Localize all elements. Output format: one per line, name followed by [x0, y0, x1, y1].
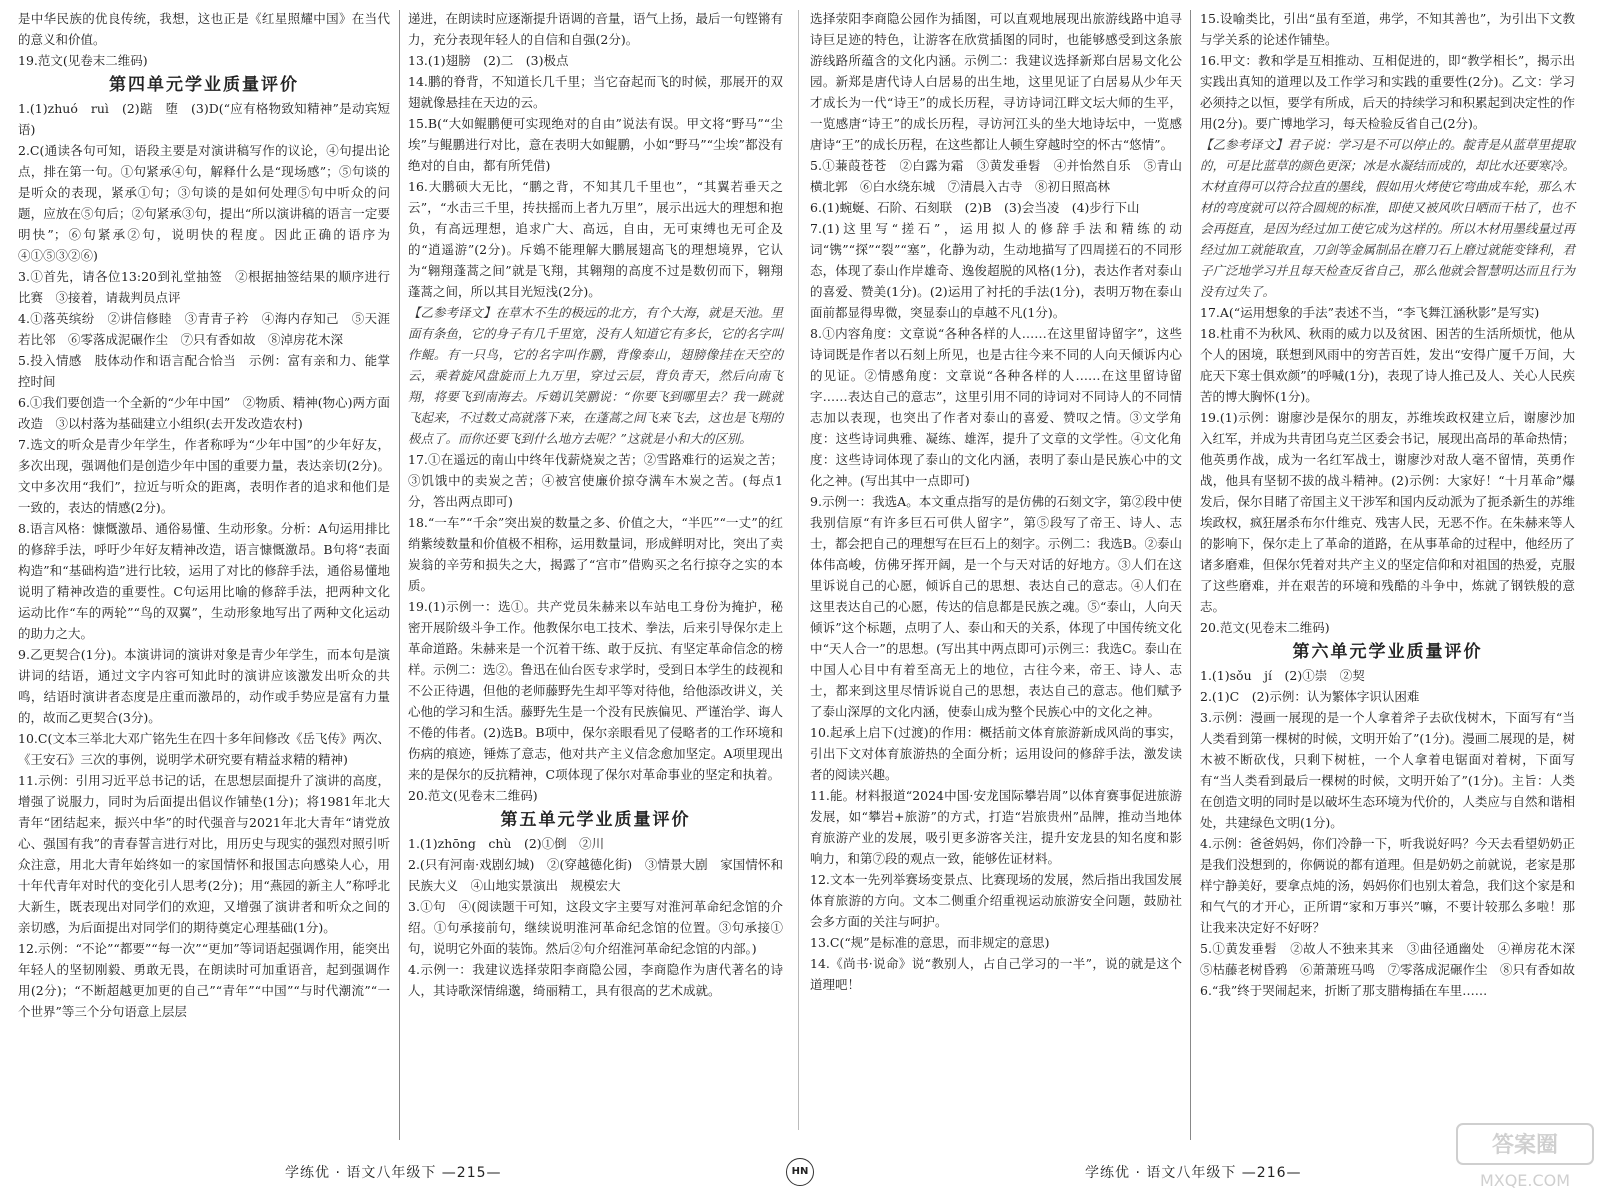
answer-item: 2.C(通读各句可知，语段主要是对演讲稿写作的议论，④句提出论点，排在第一句。①句紧承④句，解释什么是“现场感”；⑤句谈的是听众的表现，紧承①句；③句谈的是如何处理⑤句中听众的问题，应放在⑤句后；②句紧承③句，提出“所以演讲稿的语言一定要明快”；⑥句紧承②句，说明快的程度。因此正确的语序为④①⑤③②⑥): [18, 143, 390, 263]
answer-column-4: [1200, 8, 1588, 1148]
answer-item: 6.①我们要创造一个全新的“少年中国” ②物质、精神(物心)两方面改造 ③以村落为基础建立小组织(去开发改造农村): [18, 395, 390, 431]
answer-item: 19.范文(见卷末二维码): [18, 53, 148, 68]
reference-translation: 【乙参考译文】在草木不生的极远的北方，有个大海，就是天池。里面有条鱼，它的身子有几千里宽，没有人知道它有多长，它的名字叫作鲲。有一只鸟，它的名字叫作鹏，背像泰山，翅膀像挂在天空的云，乘着旋风盘旋而上九万里，穿过云层，背负青天，然后向南飞翔，将要飞到南海去。斥鴳讥笑鹏说：“你要飞到哪里去？我一跳就飞起来，不过数丈高就落下来，在蓬蒿之间飞来飞去，这也是飞翔的极点了。而你还要飞到什么地方去呢？”这就是小和大的区别。: [408, 305, 784, 446]
answer-column-1: [18, 8, 390, 1148]
answer-item: 11.能。材料报道“2024中国·安龙国际攀岩周”以体育赛事促进旅游发展，如“攀岩+旅游”的方式，打造“岩旅贵州”品牌，推动当地体育旅游产业的发展，吸引更多游客关注，提升安龙县的知名度和影响力，和第⑦段的观点一致，能够佐证材料。: [810, 788, 1182, 866]
column-divider: [399, 10, 400, 1140]
section-heading: 第五单元学业质量评价: [500, 810, 691, 830]
answer-item: 9.乙更契合(1分)。本演讲词的演讲对象是青少年学生，而本句是演讲词的结语，通过文字内容可知此时的演讲应该激发出听众的共鸣，结语时演讲者态度是庄重而激昂的，动作或手势应是富有力量的，故而乙更契合(3分)。: [18, 647, 390, 725]
answer-item: 4.示例一：我建议选择荥阳李商隐公园，李商隐作为唐代著名的诗人，其诗歌深情绵邈，绮丽精工，具有很高的艺术成就。: [408, 962, 783, 998]
answer-item: 2.(只有河南·戏剧幻城) ②(穿越德化街) ③情景大剧 家国情怀和民族大义 ④山地实景演出 规模宏大: [408, 857, 783, 893]
answer-item: 8.①内容角度：文章说“各种各样的人……在这里留诗留字”，这些诗词既是作者以石刻上所见，也是古往今来不同的人向天倾诉内心的见证。②情感角度：文章说“各种各样的人……在这里留诗留字……表达自己的意志”，这里引用不同的诗词对不同诗人的不同情志加以表现，也突出了作者对泰山的喜爱、赞叹之情。③文学角度：这些诗词典雅、凝练、雄浑，提升了文章的文学性。④文化角度：这些诗词体现了泰山的文化内涵，表明了泰山是民族心中的文化之神。(写出其中一点即可): [810, 326, 1182, 488]
answer-column-3: [810, 8, 1182, 1148]
answer-item: 5.①黄发垂髫 ②故人不独来其来 ③曲径通幽处 ④禅房花木深 ⑤枯藤老树昏鸦 ⑥萧萧班马鸣 ⑦零落成泥碾作尘 ⑧只有香如故: [1200, 941, 1588, 977]
publisher-badge-icon: HN: [786, 1158, 814, 1186]
answer-item: 7.(1)这里写“搓石”，运用拟人的修辞手法和精练的动词“镌”“探”“裂”“塞”，化静为动，生动地描写了四周搓石的不同形态，体现了泰山作岸雄奇、逸俊超脱的风格(1分)，表达作者对泰山的喜爱、赞美(1分)。(2)运用了衬托的手法(1分)，表明万物在泰山面前都显得卑微，突显泰山的卓越不凡(1分)。: [810, 221, 1182, 320]
answer-item: 15.B(“大如鲲鹏便可实现绝对的自由”说法有误。甲文将“野马”“尘埃”与鲲鹏进行对比，意在表明大如鲲鹏，小如“野马”“尘埃”都没有绝对的自由，都有所凭借): [408, 116, 783, 173]
answer-item: 18.“一车”“千余”突出炭的数量之多、价值之大，“半匹”“一丈”的红绡紫绫数量和价值极不相称，运用数量词，形成鲜明对比，突出了卖炭翁的辛劳和损失之大，揭露了“宫市”借购买之名行掠夺之实的本质。: [408, 515, 784, 593]
answer-item: 是中华民族的优良传统，我想，这也正是《红星照耀中国》在当代的意义和价值。: [18, 11, 390, 47]
answer-item: 20.范文(见卷末二维码): [408, 788, 538, 803]
answer-item: 6.“我”终于哭闹起来，折断了那支腊梅插在车里……: [1200, 983, 1488, 998]
answer-item: 14.《尚书·说命》说“教别人，占自己学习的一半”，说的就是这个道理吧！: [810, 956, 1182, 992]
answer-item: 11.示例：引用习近平总书记的话，在思想层面提升了演讲的高度，增强了说服力，同时为后面提出倡议作铺垫(1分)；将1981年北大青年“团结起来，振兴中华”的时代强音与2021年北大青年“请党放心、强国有我”的青春誓言进行对比，用历史与现实的强烈对照引听众注意，用北大青年始终如一的家国情怀和报国志向感染人心，用十年代青年对时代的变化引人思考(2分)；用“燕园的新主人”称呼北大新生，既表现出对同学们的欢迎，又增强了演讲者和听众之间的亲切感，为后面提出对同学们的期待奠定心理基础(1分)。: [18, 773, 390, 935]
answer-item: 4.示例：爸爸妈妈，你们冷静一下，听我说好吗？今天去看望奶奶正是我们没想到的，你俩说的都有道理。但是奶奶之前就说，老家是那样宁静美好，要拿点炖的汤，妈妈你们也别太着急，我们这个家是和和气气的才开心，正所谓“家和万事兴”嘛，不要计较那么多啦！那让我来决定好不好呀？: [1200, 836, 1576, 935]
answer-item: 19.(1)示例一：选①。共产党员朱赫来以车站电工身份为掩护，秘密开展阶级斗争工作。他教保尔电工技术、拳法，后来引导保尔走上革命道路。朱赫来是一个沉着干练、敢于反抗、有坚定革命信念的榜样。示例二：选②。鲁迅在仙台医专求学时，受到日本学生的歧视和不公正待遇，但他的老师藤野先生却平等对待他，给他添改讲义，关心他的学习和生活。藤野先生是一个没有民族偏见、严谨治学、诲人不倦的伟者。(2)选B。B项中，保尔亲眼看见了侵略者的工作环境和伤病的痕迹，锤炼了意志，他对共产主义信念愈加坚定。A项里现出来的是保尔的反抗精神，C项体现了保尔对革命事业的坚定和执着。: [408, 599, 784, 782]
answer-item: 14.鹏的脊背，不知道长几千里；当它奋起而飞的时候，那展开的双翅就像悬挂在天边的云。: [408, 74, 783, 110]
answer-item: 16.大鹏硕大无比，“鹏之背，不知其几千里也”，“其翼若垂天之云”，“水击三千里，抟扶摇而上者九万里”，展示出远大的理想和抱负，有高远理想，追求广大、高远，自由，无可束缚也无可企及的“逍遥游”(2分)。斥鴳不能理解大鹏展翅高飞的理想境界，它认为“翱翔蓬蒿之间”就是飞翔，其翱翔的高度不过是数仞而下，翱翔蓬蒿之间，所以其目光短浅(2分)。: [408, 179, 783, 299]
answer-item: 5.投入情感 肢体动作和语言配合恰当 示例：富有亲和力、能掌控时间: [18, 353, 390, 389]
answer-item: 6.(1)蜿蜒、石阶、石刻联 (2)B (3)会当凌 (4)步行下山: [810, 200, 1140, 215]
answer-item: 8.语言风格：慷慨激昂、通俗易懂、生动形象。分析：A句运用排比的修辞手法，呼吁少年好友精神改造，语言慷慨激昂。B句将“表面构造”和“基础构造”进行比较，运用了对比的修辞手法，通俗易懂地说明了精神改造的重要性。C句运用比喻的修辞手法，把两种文化运动比作“车的两轮”“鸟的双翼”，生动形象地写出了两种文化运动的助力之大。: [18, 521, 390, 641]
answer-item: 18.杜甫不为秋风、秋雨的威力以及贫困、困苦的生活所烦忧，他从个人的困境，联想到风雨中的穷苦百姓，发出“安得广厦千万间，大庇天下寒士俱欢颜”的呼喊(1分)，表现了诗人推己及人、关心人民疾苦的博大胸怀(1分)。: [1200, 326, 1575, 404]
answer-item: 4.①落英缤纷 ②讲信修睦 ③青青子衿 ④海内存知己 ⑤天涯若比邻 ⑥零落成泥碾作尘 ⑦只有香如故 ⑧淖房花木深: [18, 311, 390, 347]
answer-item: 1.(1)zhuó ruì (2)踮 堕 (3)D(“应有格物致知精神”是动宾短语): [18, 101, 390, 137]
answer-item: 16.甲文：教和学是互相推动、互相促进的，即“教学相长”，揭示出实践出真知的道理以及工作学习和实践的重要性(2分)。乙文：学习必须持之以恒，要学有所成，后天的持续学习和积累起到决定性的作用(2分)。要广博地学习，每天检验反省自己(2分)。: [1200, 53, 1576, 131]
answer-item: 9.示例一：我选A。本文重点指写的是仿佛的石刻文字，第②段中使我别信原“有许多巨石可供人留字”，第⑤段写了帝王、诗人、志士，都会把自己的理想写在巨石上的刻字。示例二：我选B。②泰山体伟高峻，仿佛牙挥开阔，是一个与天对话的好地方。③人们在这里诉说自己的心愿，倾诉自己的思想、表达自己的意志。④人们在这里表达自己的心愿，传达的信息都是民族之魂。⑤“泰山，人向天倾诉”这个标题，点明了人、泰山和天的关系，体现了中国传统文化中“天人合一”的思想。(写出其中两点即可)示例三：我选C。泰山在中国人心目中有着至高无上的地位，古往今来，帝王、诗人、志士，都来到这里尽情诉说自己的思想，表达自己的意志。他们赋予了泰山深厚的文化内涵，使泰山成为整个民族心中的文化之神。: [810, 494, 1182, 719]
answer-item: 17.A(“运用想象的手法”表述不当，“李飞舞江涵秋影”是写实): [1200, 305, 1540, 320]
answer-item: 7.选文的听众是青少年学生，作者称呼为“少年中国”的少年好友，多次出现，强调他们是创造少年中国的重要力量，表达亲切(2分)。文中多次用“我们”，拉近与听众的距离，表明作者的追求和他们是一致的，表达的情感(2分)。: [18, 437, 390, 515]
answer-item: 1.(1)zhōng chù (2)①倒 ②川: [408, 836, 605, 851]
answer-item: 2.(1)C (2)示例：认为繁体字识认困难: [1200, 689, 1420, 704]
answer-item: 15.设喻类比，引出“虽有至道，弗学，不知其善也”，为引出下文教与学关系的论述作铺垫。: [1200, 11, 1575, 47]
answer-item: 3.①首先，请各位13:20到礼堂抽签 ②根据抽签结果的顺序进行比赛 ③接着，请裁判员点评: [18, 269, 390, 305]
page-footer-left: 学练优 · 语文八年级下 —215—: [285, 1165, 502, 1181]
answer-item: 19.(1)示例：谢廖沙是保尔的朋友，苏维埃政权建立后，谢廖沙加入红军，并成为共青团乌克兰区委会书记，展现出高昂的革命热情；他英勇作战，成为一名红军战士，谢廖沙对敌人毫不留情，英勇作战，他具有坚韧不拔的战斗精神。(2)示例：大家好！“十月革命”爆发后，保尔目睹了帝国主义干涉军和国内反动派为了扼杀新生的苏维埃政权，疯狂屠杀布尔什维克、残害人民，无恶不作。在朱赫来等人的影响下，保尔走上了革命的道路，在从事革命的过程中，他经历了诸多磨难，但保尔凭着对共产主义的坚定信仰和对祖国的热爱，克服了这些磨难，并在艰苦的环境和残酷的斗争中，炼就了钢铁般的意志。: [1200, 410, 1576, 614]
section-heading: 第四单元学业质量评价: [109, 75, 299, 95]
page-spine: [798, 10, 799, 1130]
answer-item: 13.(1)翅膀 (2)二 (3)极点: [408, 53, 569, 68]
answer-item: 10.C(文本三举北大邓广铭先生在四十多年间修改《岳飞传》两次、《王安石》三次的事例，说明学术研究要有精益求精的精神): [18, 731, 390, 767]
answer-item: 3.示例：漫画一展现的是一个人拿着斧子去砍伐树木，下面写有“当人类看到第一棵树的时候，文明开始了”(1分)。漫画二展现的是，树木被不断砍伐，只剩下树桩，一个人拿着电锯面对着树，下面写有“当人类看到最后一棵树的时候，文明开始了”(1分)。主旨：人类在创造文明的同时是以破坏生态环境为代价的，人类应与自然和谐相处，共建绿色文明(1分)。: [1200, 710, 1576, 830]
answer-column-2: [408, 8, 783, 1148]
answer-item: 17.①在遥远的南山中终年伐薪烧炭之苦；②雪路难行的运炭之苦；③饥饿中的卖炭之苦；④被宫使廉价掠夺满车木炭之苦。(每点1分，答出两点即可): [408, 452, 783, 509]
answer-item: 1.(1)sǒu jí (2)①崇 ②契: [1200, 668, 1365, 683]
answer-item: 20.范文(见卷末二维码): [1200, 620, 1330, 635]
section-heading: 第六单元学业质量评价: [1292, 642, 1483, 662]
svg-text:MXQE.COM: MXQE.COM: [1479, 1171, 1571, 1190]
answer-item: 12.示例：“不论”“都要”“每一次”“更加”等词语起强调作用，能突出年轻人的坚韧刚毅、勇敢无畏，在朗读时可加重语音，起到强调作用(2分)；“不断超越更加更的自己”“青年”“中国”“与时代潮流”“一个世界”等三个分句语意上层层: [18, 941, 390, 1019]
watermark-logo-icon: [1455, 1120, 1595, 1195]
answer-item: 13.C(“规”是标准的意思，而非规定的意思): [810, 935, 1050, 950]
answer-item: 5.①蒹葭苍苍 ②白露为霜 ③黄发垂髫 ④并怡然自乐 ⑤青山横北郭 ⑥白水绕东城 ⑦清晨入古寺 ⑧初日照高林: [810, 158, 1182, 194]
answer-item: 选择荥阳李商隐公园作为插图，可以直观地展现出旅游线路中追寻诗巨足迹的特色，让游客在欣赏插图的同时，也能够感受到这条旅游线路所蕴含的文化内涵。示例二：我建议选择新郑白居易文化公园。新郑是唐代诗人白居易的出生地，这里见证了白居易从少年天才成长为一代“诗王”的成长历程，寻访诗词江畔文坛大师的生平，一览感唐“诗王”的成长历程，寻访河江头的坐大地诗坛中，一览感唐诗“王”的成长历程，在这些都让人顿生穿越时空的怀古“悠情”。: [810, 11, 1182, 152]
page-footer-right: 学练优 · 语文八年级下 —216—: [1085, 1165, 1302, 1181]
answer-item: 3.①句 ④(阅读题干可知，这段文字主要写对淮河革命纪念馆的介绍。①句承接前句，继续说明淮河革命纪念馆的位置。③句承接①句，说明它外面的装饰。然后②句介绍淮河革命纪念馆的内部。): [408, 899, 783, 956]
reference-translation: 【乙参考译文】君子说：学习是不可以停止的。靛青是从蓝草里提取的，可是比蓝草的颜色更深；冰是水凝结而成的，却比水还要寒冷。木材直得可以符合拉直的墨线，假如用火烤使它弯曲成车轮，那么木材的弯度就可以符合圆规的标准，即使又被风吹日晒而干枯了，也不会再挺直，是因为经过加工使它成为这样的。所以木材用墨线量过再经过加工就能取直，刀剑等金属制品在磨刀石上磨过就能变锋利，君子广泛地学习并且每天检查反省自己，那么他就会智慧明达而且行为没有过失了。: [1200, 137, 1576, 299]
svg-text:答案圈: 答案圈: [1491, 1133, 1559, 1158]
answer-item: 10.起承上启下(过渡)的作用：概括前文体育旅游新成风尚的事实，引出下文对体育旅游热的全面分析；运用设问的修辞手法，激发读者的阅读兴趣。: [810, 725, 1182, 782]
column-divider: [1190, 10, 1191, 1140]
answer-item: 12.文本一先列举赛场变景点、比赛现场的发展，然后指出我国发展体育旅游的方向。文本二侧重介绍重视运动旅游安全问题，鼓励社会多方面的关注与呵护。: [810, 872, 1182, 929]
answer-item: 递进，在朗读时应逐渐提升语调的音量，语气上扬，最后一句铿锵有力，充分表现年轻人的自信和自强(2分)。: [408, 11, 784, 47]
